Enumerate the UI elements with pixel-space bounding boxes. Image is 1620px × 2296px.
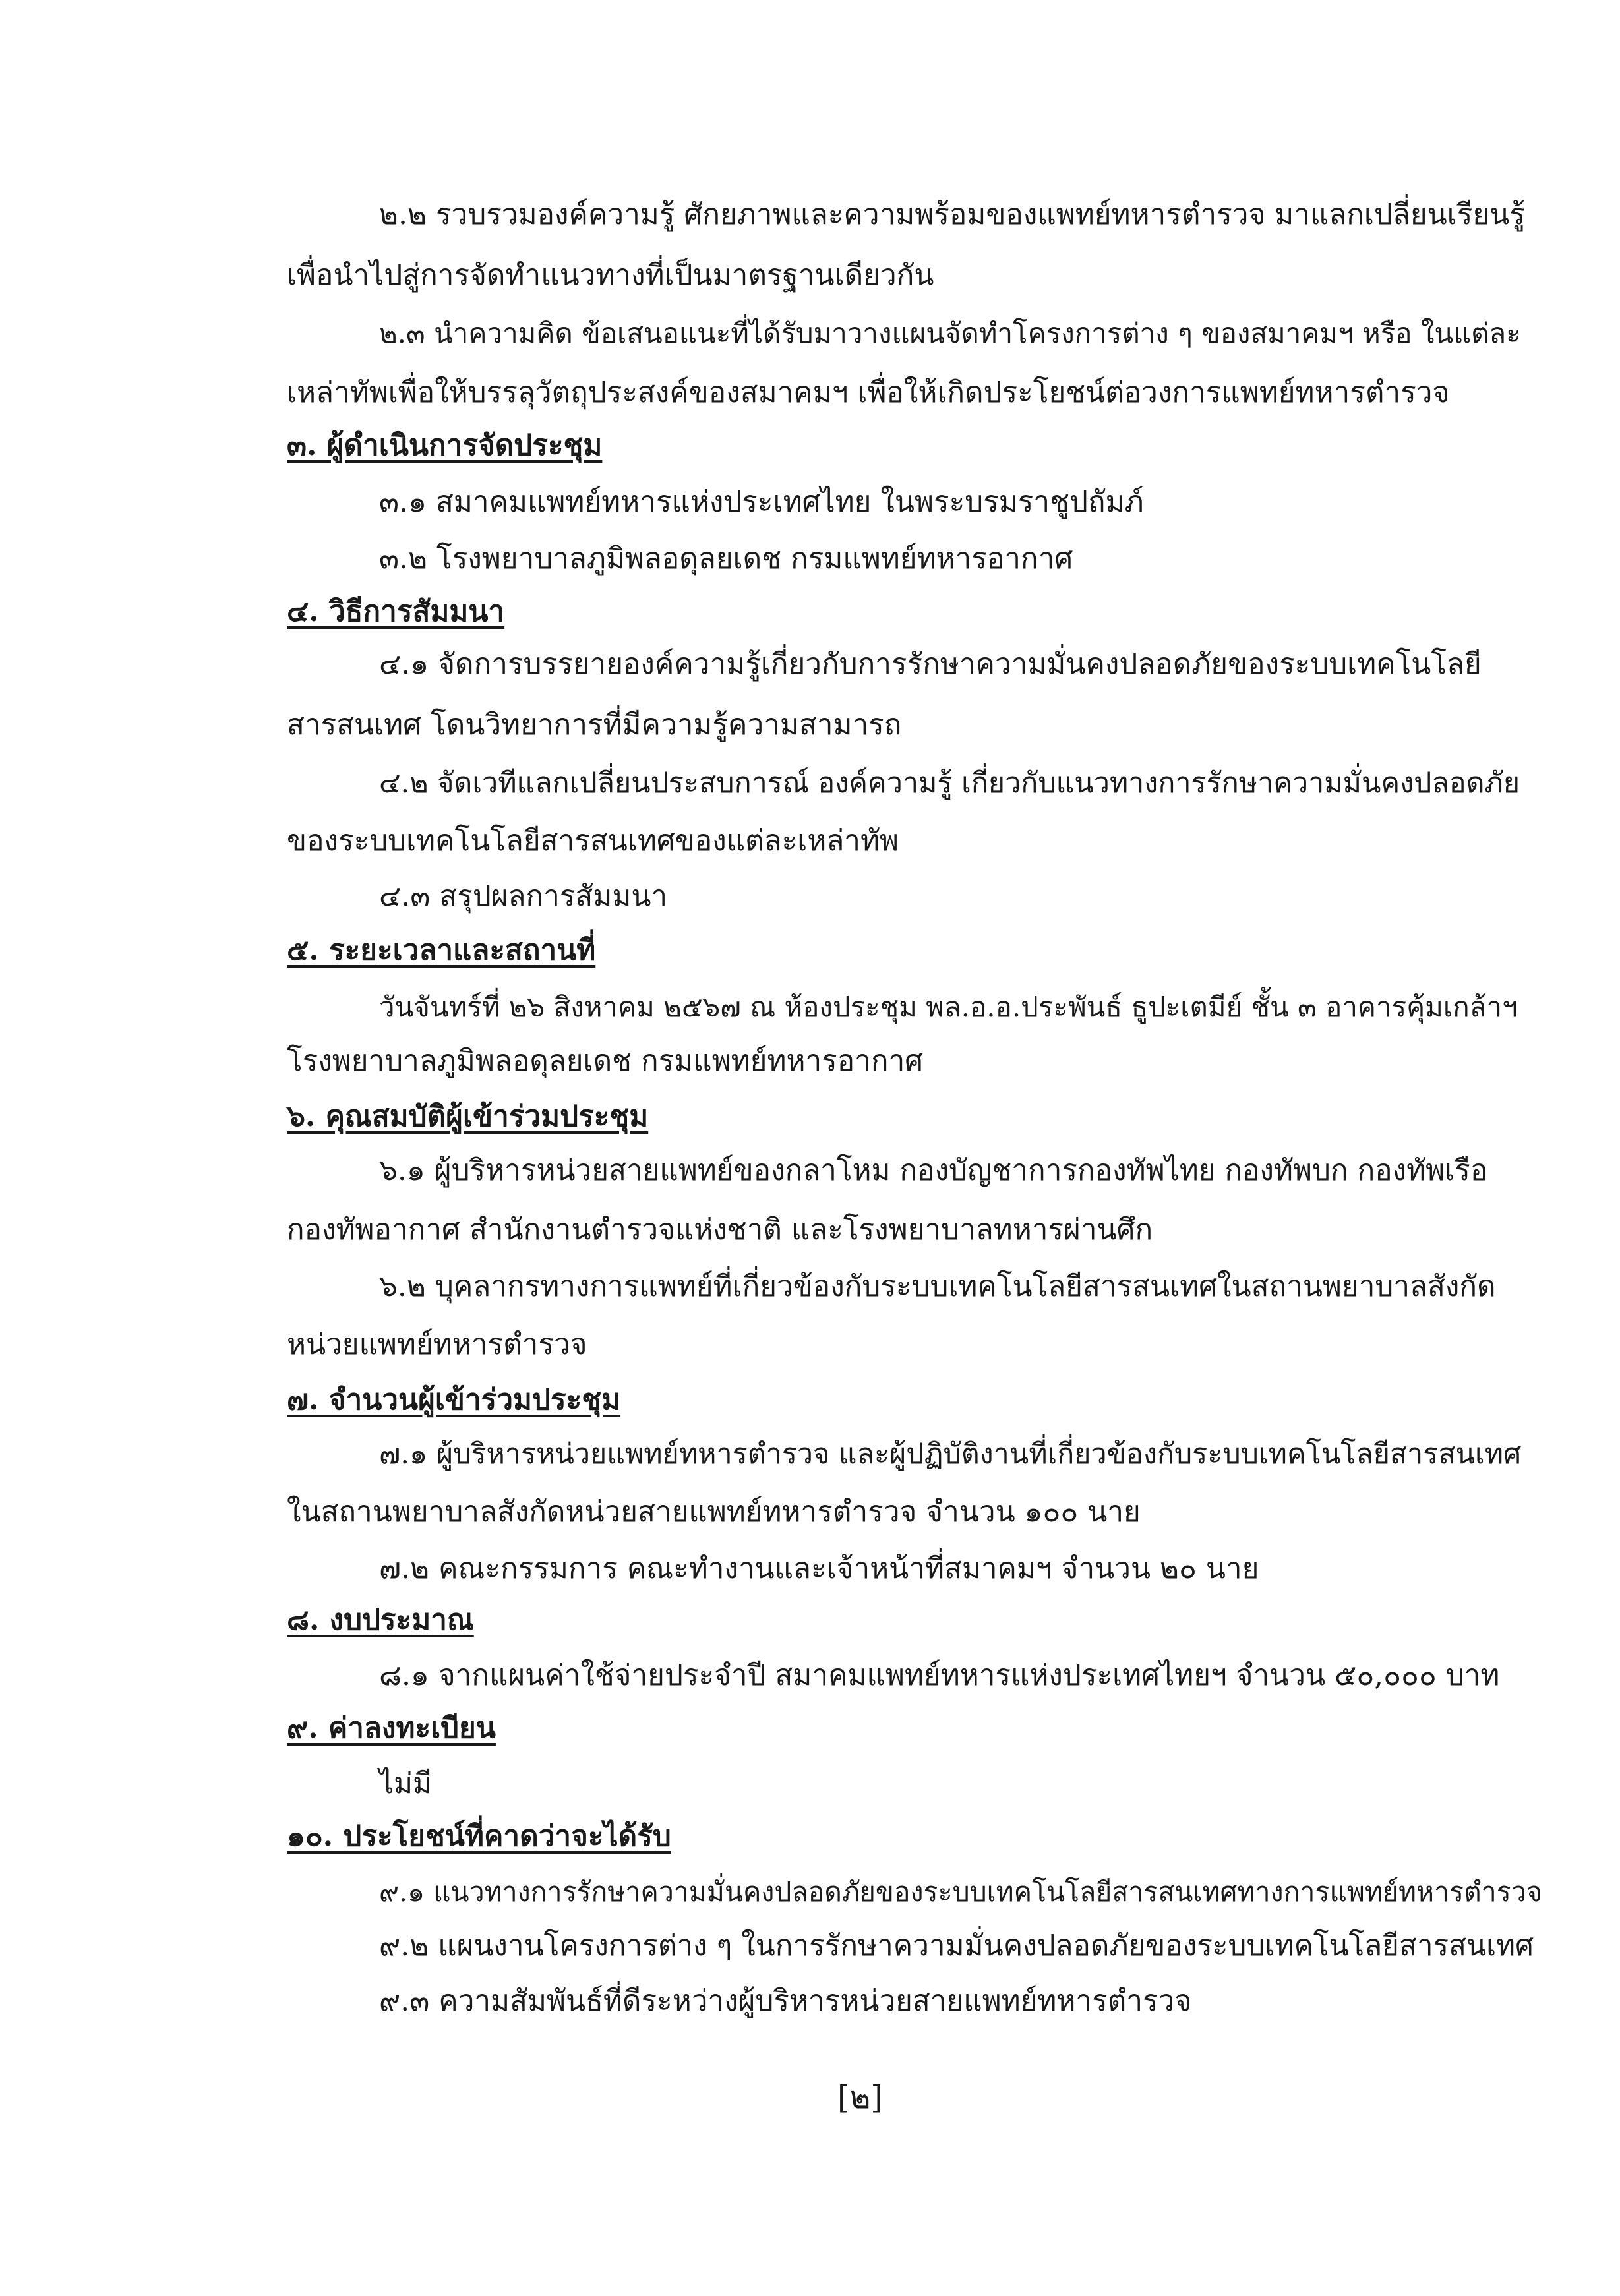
- item-6-2-line2: หน่วยแพทย์ทหารตำรวจ: [287, 1328, 587, 1361]
- section-6-heading: ๖. คุณสมบัติผู้เข้าร่วมประชุม: [287, 1100, 649, 1133]
- item-4-2-line1: ๔.๒ จัดเวทีแลกเปลี่ยนประสบการณ์ องค์ความรู้ เกี่ยวกับแนวทางการรักษาความมั่นคงปลอดภัย: [379, 767, 1520, 800]
- item-6-1-line2: กองทัพอากาศ สำนักงานตำรวจแห่งชาติ และโรงพยาบาลทหารผ่านศึก: [287, 1213, 1153, 1247]
- page-number: [๒]: [837, 2079, 884, 2116]
- section-5-line2: โรงพยาบาลภูมิพลอดุลยเดช กรมแพทย์ทหารอากาศ: [287, 1044, 924, 1078]
- item-4-3: ๔.๓ สรุปผลการสัมมนา: [379, 879, 668, 913]
- section-4-heading: ๔. วิธีการสัมมนา: [287, 595, 505, 628]
- benefit-item-2: ๙.๒ แผนงานโครงการต่าง ๆ ในการรักษาความมั่นคงปลอดภัยของระบบเทคโนโลยีสารสนเทศ: [379, 1929, 1534, 1962]
- item-7-1-line1: ๗.๑ ผู้บริหารหน่วยแพทย์ทหารตำรวจ และผู้ปฏิบัติงานที่เกี่ยวข้องกับระบบเทคโนโลยีสารสนเทศ: [379, 1438, 1522, 1471]
- item-3-1: ๓.๑ สมาคมแพทย์ทหารแห่งประเทศไทย ในพระบรมราชูปถัมภ์: [379, 485, 1144, 519]
- item-4-1-line1: ๔.๑ จัดการบรรยายองค์ความรู้เกี่ยวกับการรักษาความมั่นคงปลอดภัยของระบบเทคโนโลยี: [379, 647, 1482, 681]
- item-2-3-line1: ๒.๓ นำความคิด ข้อเสนอแนะที่ได้รับมาวางแผนจัดทำโครงการต่าง ๆ ของสมาคมฯ หรือ ในแต่ละ: [379, 317, 1521, 349]
- section-5-line1: วันจันทร์ที่ ๒๖ สิงหาคม ๒๕๖๗ ณ ห้องประชุม พล.อ.อ.ประพันธ์ ธูปะเตมีย์ ชั้น ๓ อาคารคุ้มเกล้าฯ: [379, 991, 1518, 1023]
- benefit-item-1: ๙.๑ แนวทางการรักษาความมั่นคงปลอดภัยของระบบเทคโนโลยีสารสนเทศทางการแพทย์ทหารตำรวจ: [379, 1876, 1542, 1908]
- item-7-1-line2: ในสถานพยาบาลสังกัดหน่วยสายแพทย์ทหารตำรวจ จำนวน ๑๐๐ นาย: [287, 1495, 1141, 1529]
- item-2-2-line1: ๒.๒ รวบรวมองค์ความรู้ ศักยภาพและความพร้อมของแพทย์ทหารตำรวจ มาแลกเปลี่ยนเรียนรู้: [379, 198, 1525, 231]
- item-4-2-line2: ของระบบเทคโนโลยีสารสนเทศของแต่ละเหล่าทัพ: [287, 824, 899, 858]
- benefit-item-3: ๙.๓ ความสัมพันธ์ที่ดีระหว่างผู้บริหารหน่วยสายแพทย์ทหารตำรวจ: [379, 1984, 1192, 2018]
- item-6-2-line1: ๖.๒ บุคลากรทางการแพทย์ที่เกี่ยวข้องกับระบบเทคโนโลยีสารสนเทศในสถานพยาบาลสังกัด: [379, 1270, 1496, 1303]
- section-10-heading: ๑๐. ประโยชน์ที่คาดว่าจะได้รับ: [287, 1819, 671, 1853]
- section-9-heading: ๙. ค่าลงทะเบียน: [287, 1711, 496, 1745]
- item-2-2-line2: เพื่อนำไปสู่การจัดทำแนวทางที่เป็นมาตรฐานเดียวกัน: [287, 258, 934, 292]
- item-3-2: ๓.๒ โรงพยาบาลภูมิพลอดุลยเดช กรมแพทย์ทหารอากาศ: [379, 542, 1073, 575]
- section-9-text: ไม่มี: [379, 1767, 433, 1800]
- section-7-heading: ๗. จำนวนผู้เข้าร่วมประชุม: [287, 1383, 621, 1417]
- item-6-1-line1: ๖.๑ ผู้บริหารหน่วยสายแพทย์ของกลาโหม กองบัญชาการกองทัพไทย กองทัพบก กองทัพเรือ: [379, 1154, 1488, 1187]
- item-8-1: ๘.๑ จากแผนค่าใช้จ่ายประจำปี สมาคมแพทย์ทหารแห่งประเทศไทยฯ จำนวน ๕๐,๐๐๐ บาท: [379, 1659, 1500, 1692]
- item-2-3-line2: เหล่าทัพเพื่อให้บรรลุวัตถุประสงค์ของสมาคมฯ เพื่อให้เกิดประโยชน์ต่อวงการแพทย์ทหารตำรวจ: [287, 376, 1450, 409]
- item-4-1-line2: สารสนเทศ โดนวิทยาการที่มีความรู้ความสามารถ: [287, 708, 902, 742]
- section-3-heading: ๓. ผู้ดำเนินการจัดประชุม: [287, 428, 603, 462]
- section-5-heading: ๕. ระยะเวลาและสถานที่: [287, 933, 596, 967]
- item-7-2: ๗.๒ คณะกรรมการ คณะทำงานและเจ้าหน้าที่สมาคมฯ จำนวน ๒๐ นาย: [379, 1552, 1259, 1585]
- section-8-heading: ๘. งบประมาณ: [287, 1603, 474, 1637]
